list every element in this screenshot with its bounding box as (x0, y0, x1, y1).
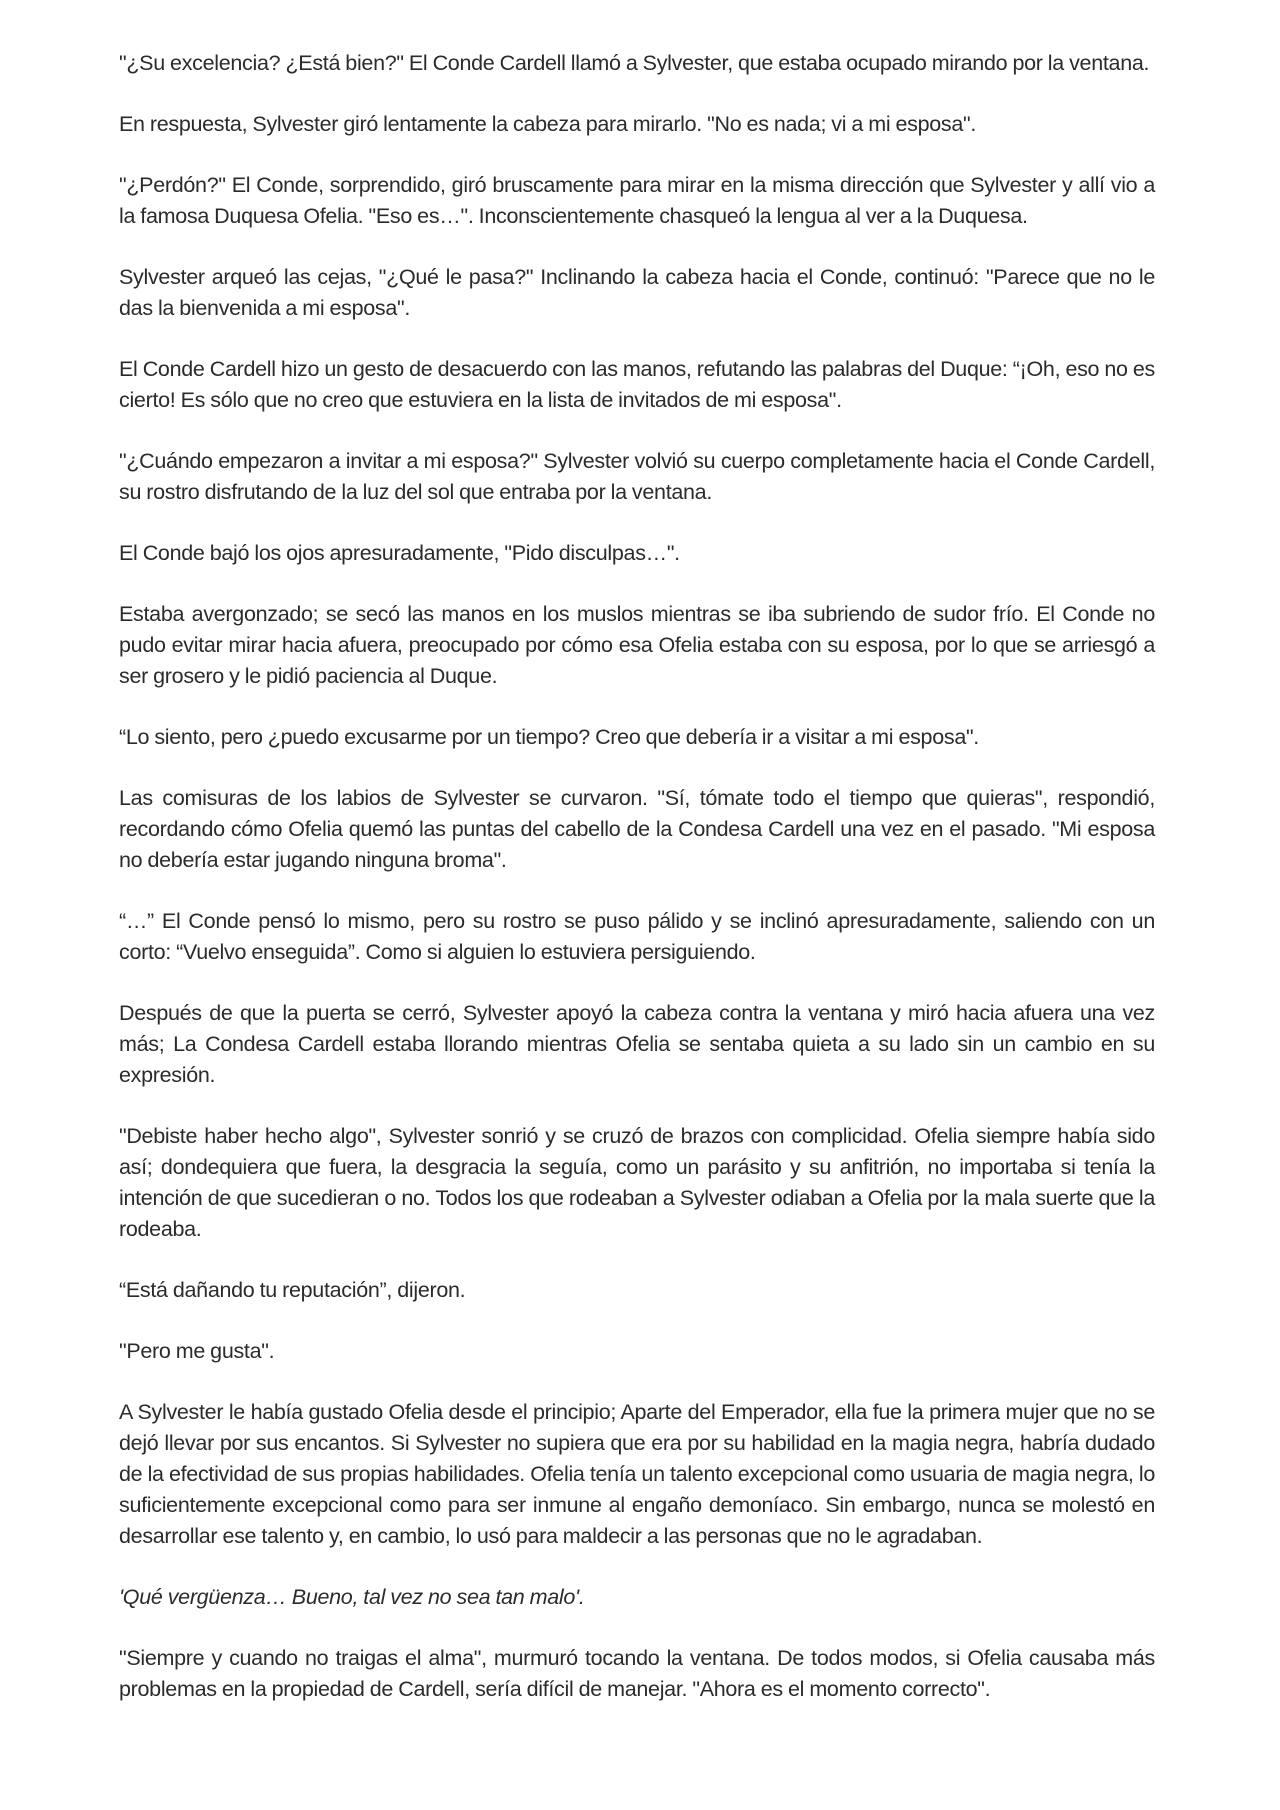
italic-thought-paragraph: 'Qué vergüenza… Bueno, tal vez no sea tan malo'. (119, 1585, 585, 1609)
paragraph: “Lo siento, pero ¿puedo excusarme por un tiempo? Creo que debería ir a visitar a mi esposa". (119, 725, 979, 749)
paragraph: El Conde bajó los ojos apresuradamente, "Pido disculpas…". (119, 541, 680, 565)
paragraph: A Sylvester le había gustado Ofelia desde el principio; Aparte del Emperador, ella fue la primera mujer que no se dejó llevar por sus encantos. Si Sylvester no supiera que era por su habilidad en la magia negra, habría dudado de la efectividad de sus propias habilidades. Ofelia tenía un talento excepcional como usuaria de magia negra, lo suficientemente excepcional como para ser inmune al engaño demoníaco. Sin embargo, nunca se molestó en desarrollar ese talento y, en cambio, lo usó para maldecir a las personas que no le agradaban. (119, 1400, 1155, 1548)
paragraph: "¿Cuándo empezaron a invitar a mi esposa?" Sylvester volvió su cuerpo completamente hacia el Conde Cardell, su rostro disfrutando de la luz del sol que entraba por la ventana. (119, 449, 1155, 504)
paragraph: El Conde Cardell hizo un gesto de desacuerdo con las manos, refutando las palabras del Duque: “¡Oh, eso no es cierto! Es sólo que no creo que estuviera en la lista de invitados de mi esposa". (119, 357, 1155, 412)
paragraph: "Pero me gusta". (119, 1339, 275, 1363)
paragraph: “…” El Conde pensó lo mismo, pero su rostro se puso pálido y se inclinó apresuradamente, saliendo con un corto: “Vuelvo enseguida”. Como si alguien lo estuviera persiguiendo. (119, 909, 1155, 964)
paragraph: "Debiste haber hecho algo", Sylvester sonrió y se cruzó de brazos con complicidad. Ofelia siempre había sido así; dondequiera que fuera, la desgracia la seguía, como un parásito y su anfitrión, no importaba si tenía la intención de que sucedieran o no. Todos los que rodeaban a Sylvester odiaban a Ofelia por la mala suerte que la rodeaba. (119, 1124, 1155, 1241)
paragraph: Las comisuras de los labios de Sylvester se curvaron. "Sí, tómate todo el tiempo que quieras", respondió, recordando cómo Ofelia quemó las puntas del cabello de la Condesa Cardell una vez en el pasado. "Mi esposa no debería estar jugando ninguna broma". (119, 786, 1155, 872)
paragraph: En respuesta, Sylvester giró lentamente la cabeza para mirarlo. "No es nada; vi a mi esposa". (119, 112, 977, 136)
paragraph: “Está dañando tu reputación”, dijeron. (119, 1278, 466, 1302)
paragraph: Después de que la puerta se cerró, Sylvester apoyó la cabeza contra la ventana y miró hacia afuera una vez más; La Condesa Cardell estaba llorando mientras Ofelia se sentaba quieta a su lado sin un cambio en su expresión. (119, 1001, 1155, 1087)
document-page (119, 48, 1155, 1735)
paragraph: Sylvester arqueó las cejas, "¿Qué le pasa?" Inclinando la cabeza hacia el Conde, continuó: "Parece que no le das la bienvenida a mi esposa". (119, 265, 1155, 320)
paragraph: "Siempre y cuando no traigas el alma", murmuró tocando la ventana. De todos modos, si Ofelia causaba más problemas en la propiedad de Cardell, sería difícil de manejar. "Ahora es el momento correcto". (119, 1646, 1155, 1701)
paragraph: "¿Su excelencia? ¿Está bien?" El Conde Cardell llamó a Sylvester, que estaba ocupado mirando por la ventana. (119, 51, 1150, 75)
paragraph: "¿Perdón?" El Conde, sorprendido, giró bruscamente para mirar en la misma dirección que Sylvester y allí vio a la famosa Duquesa Ofelia. "Eso es…". Inconscientemente chasqueó la lengua al ver a la Duquesa. (119, 173, 1155, 228)
paragraph: Estaba avergonzado; se secó las manos en los muslos mientras se iba subriendo de sudor frío. El Conde no pudo evitar mirar hacia afuera, preocupado por cómo esa Ofelia estaba con su esposa, por lo que se arriesgó a ser grosero y le pidió paciencia al Duque. (119, 602, 1155, 688)
